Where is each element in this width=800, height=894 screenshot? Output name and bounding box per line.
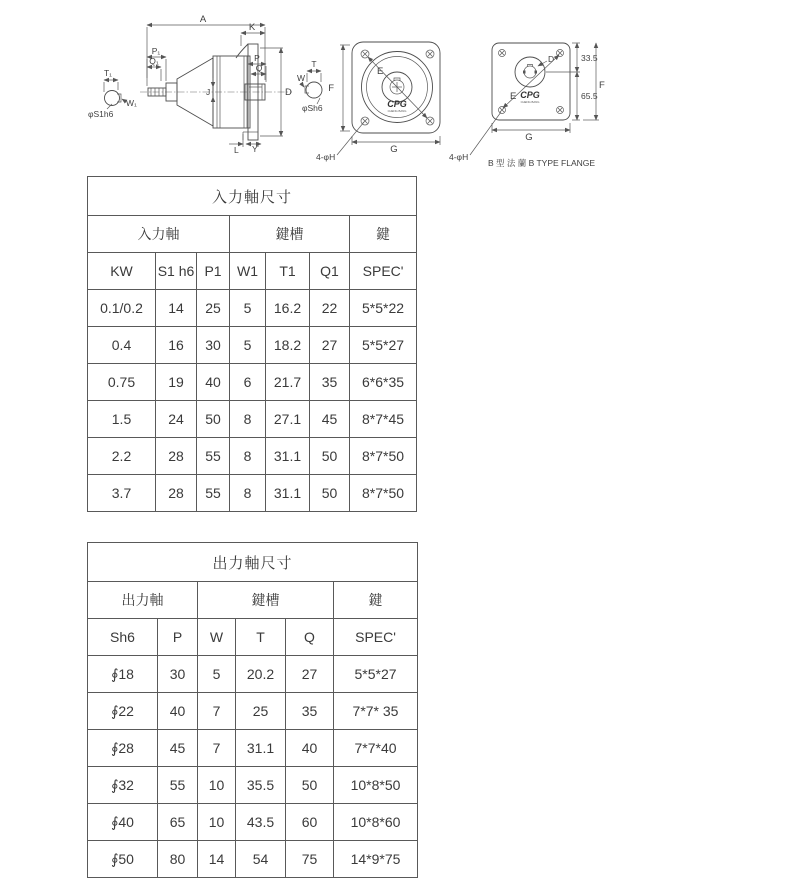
dim-label-e-front: E bbox=[377, 66, 384, 77]
table-cell: ∮40 bbox=[88, 804, 158, 841]
input-shaft-section bbox=[88, 68, 137, 119]
holes-label-b: 4-φH bbox=[449, 152, 469, 162]
column-header: KW bbox=[88, 253, 156, 290]
table-row bbox=[88, 656, 418, 693]
table-title: 入力軸尺寸 bbox=[88, 177, 417, 216]
table-cell: 10*8*50 bbox=[334, 767, 418, 804]
dim-label-e-b: E bbox=[510, 91, 517, 102]
column-header: Q1 bbox=[310, 253, 350, 290]
dim-label-l: L bbox=[234, 145, 239, 155]
table-title: 出力軸尺寸 bbox=[88, 543, 418, 582]
table-cell: 31.1 bbox=[266, 438, 310, 475]
table-cell: 27 bbox=[286, 656, 334, 693]
cpg-logo-b: CPG bbox=[520, 90, 540, 100]
table-cell: 22 bbox=[310, 290, 350, 327]
dim-label-t: T bbox=[311, 59, 317, 69]
column-header: T1 bbox=[266, 253, 310, 290]
cpg-logo: CPG bbox=[387, 99, 407, 109]
dim-label-p1: P₁ bbox=[151, 46, 161, 56]
column-header: P1 bbox=[197, 253, 230, 290]
table-cell: 18.2 bbox=[266, 327, 310, 364]
table-cell: 30 bbox=[158, 656, 198, 693]
dim-label-f-b: F bbox=[599, 80, 605, 91]
table-cell: 5 bbox=[230, 290, 266, 327]
table-cell: 16.2 bbox=[266, 290, 310, 327]
table-row bbox=[88, 401, 417, 438]
group-header: 入力軸 bbox=[88, 216, 230, 253]
table-row bbox=[88, 804, 418, 841]
b-bore-circle bbox=[524, 66, 536, 78]
table-cell: 8 bbox=[230, 438, 266, 475]
table-title-row bbox=[88, 177, 417, 216]
table-cell: 35.5 bbox=[236, 767, 286, 804]
table-cell: 45 bbox=[158, 730, 198, 767]
table-cell: 5*5*27 bbox=[334, 656, 418, 693]
table-cell: 14*9*75 bbox=[334, 841, 418, 878]
column-header: T bbox=[236, 619, 286, 656]
table-cell: 40 bbox=[197, 364, 230, 401]
table-cell: 50 bbox=[310, 475, 350, 512]
table-row bbox=[88, 290, 417, 327]
table-cell: 55 bbox=[158, 767, 198, 804]
column-header: W1 bbox=[230, 253, 266, 290]
flange-outline bbox=[352, 42, 440, 133]
output-shaft-table bbox=[87, 542, 418, 878]
column-header: SPEC' bbox=[334, 619, 418, 656]
table-cell: ∮28 bbox=[88, 730, 158, 767]
table-cell: ∮18 bbox=[88, 656, 158, 693]
table-cell: 8*7*50 bbox=[350, 438, 417, 475]
table-cell: 10 bbox=[198, 804, 236, 841]
table-cell: 35 bbox=[310, 364, 350, 401]
table-cell: 7 bbox=[198, 730, 236, 767]
cpg-logo-b-subtext: CHENG BANG bbox=[520, 100, 540, 104]
table-cell: 6 bbox=[230, 364, 266, 401]
dim-label-t1: T₁ bbox=[103, 68, 113, 78]
column-header: SPEC' bbox=[350, 253, 417, 290]
column-header: Sh6 bbox=[88, 619, 158, 656]
table-cell: 1.5 bbox=[88, 401, 156, 438]
table-cell: 28 bbox=[156, 438, 197, 475]
table-row bbox=[88, 364, 417, 401]
table-cell: 14 bbox=[198, 841, 236, 878]
group-header-row bbox=[88, 582, 418, 619]
table-cell: 7 bbox=[198, 693, 236, 730]
table-cell: 50 bbox=[286, 767, 334, 804]
table-cell: 0.75 bbox=[88, 364, 156, 401]
side-view bbox=[88, 14, 323, 155]
table-cell: 25 bbox=[197, 290, 230, 327]
table-cell: 2.2 bbox=[88, 438, 156, 475]
dim-label-j: J bbox=[206, 87, 211, 97]
table-cell: 65 bbox=[158, 804, 198, 841]
table-row bbox=[88, 767, 418, 804]
dim-label-d-b: D bbox=[548, 54, 555, 64]
dim-label-q: Q bbox=[255, 63, 263, 73]
table-row bbox=[88, 475, 417, 512]
table-cell: 50 bbox=[310, 438, 350, 475]
dim-label-g-front: G bbox=[390, 144, 398, 155]
table-cell: 30 bbox=[197, 327, 230, 364]
front-flange-view bbox=[316, 42, 440, 162]
table-cell: 55 bbox=[197, 475, 230, 512]
dim-label-d: D bbox=[285, 87, 292, 98]
dim-label-a: A bbox=[199, 14, 207, 25]
table-cell: 54 bbox=[236, 841, 286, 878]
table-cell: 27.1 bbox=[266, 401, 310, 438]
table-cell: 75 bbox=[286, 841, 334, 878]
table-cell: 6*6*35 bbox=[350, 364, 417, 401]
table-cell: 40 bbox=[158, 693, 198, 730]
holes-label-front: 4-φH bbox=[316, 152, 336, 162]
table-cell: 55 bbox=[197, 438, 230, 475]
dim-label-k: K bbox=[248, 22, 256, 33]
column-header: W bbox=[198, 619, 236, 656]
column-header: S1 h6 bbox=[156, 253, 197, 290]
table-cell: 5*5*22 bbox=[350, 290, 417, 327]
table-cell: 50 bbox=[197, 401, 230, 438]
table-cell: 24 bbox=[156, 401, 197, 438]
table-cell: ∮50 bbox=[88, 841, 158, 878]
group-header-row bbox=[88, 216, 417, 253]
table-cell: 31.1 bbox=[236, 730, 286, 767]
table-cell: 3.7 bbox=[88, 475, 156, 512]
dim-label-g-b: G bbox=[525, 132, 533, 143]
column-header-row bbox=[88, 253, 417, 290]
table-cell: 7*7*40 bbox=[334, 730, 418, 767]
cpg-logo-subtext: CHENG BANG bbox=[387, 109, 407, 113]
table-cell: 5*5*27 bbox=[350, 327, 417, 364]
table-cell: ∮22 bbox=[88, 693, 158, 730]
table-row bbox=[88, 841, 418, 878]
table-cell: 7*7* 35 bbox=[334, 693, 418, 730]
b-flange-caption: B 型 法 蘭 B TYPE FLANGE bbox=[488, 158, 596, 168]
input-shaft-table bbox=[87, 176, 417, 512]
table-cell: 10*8*60 bbox=[334, 804, 418, 841]
dim-label-w1: W₁ bbox=[126, 98, 137, 108]
group-header: 出力軸 bbox=[88, 582, 198, 619]
table-row bbox=[88, 693, 418, 730]
table-cell: 8*7*45 bbox=[350, 401, 417, 438]
group-header: 鍵 bbox=[350, 216, 417, 253]
table-cell: 8 bbox=[230, 475, 266, 512]
table-cell: 31.1 bbox=[266, 475, 310, 512]
shaft-in-label: φS1h6 bbox=[88, 109, 114, 119]
table-title-row bbox=[88, 543, 418, 582]
table-cell: 27 bbox=[310, 327, 350, 364]
table-cell: 19 bbox=[156, 364, 197, 401]
table-row bbox=[88, 438, 417, 475]
output-shaft-section bbox=[297, 59, 323, 113]
table-cell: 10 bbox=[198, 767, 236, 804]
table-cell: 5 bbox=[198, 656, 236, 693]
group-header: 鍵 bbox=[334, 582, 418, 619]
dim-label-y: Y bbox=[252, 144, 258, 154]
table-cell: 14 bbox=[156, 290, 197, 327]
table-cell: 28 bbox=[156, 475, 197, 512]
dim-label-q1: Q₁ bbox=[149, 56, 159, 66]
table-cell: 45 bbox=[310, 401, 350, 438]
group-header: 鍵槽 bbox=[230, 216, 350, 253]
table-cell: 8*7*50 bbox=[350, 475, 417, 512]
shaft-out-label: φSh6 bbox=[302, 103, 323, 113]
dim-label-f-front: F bbox=[328, 83, 334, 94]
table-cell: 40 bbox=[286, 730, 334, 767]
table-cell: 20.2 bbox=[236, 656, 286, 693]
column-header-row bbox=[88, 619, 418, 656]
table-cell: 80 bbox=[158, 841, 198, 878]
table-cell: 43.5 bbox=[236, 804, 286, 841]
table-cell: 35 bbox=[286, 693, 334, 730]
dim-label-p: P bbox=[254, 53, 260, 63]
group-header: 鍵槽 bbox=[198, 582, 334, 619]
b-flange-view bbox=[449, 43, 605, 168]
table-cell: 25 bbox=[236, 693, 286, 730]
table-row bbox=[88, 327, 417, 364]
table-cell: ∮32 bbox=[88, 767, 158, 804]
table-cell: 21.7 bbox=[266, 364, 310, 401]
table-cell: 16 bbox=[156, 327, 197, 364]
table-cell: 0.1/0.2 bbox=[88, 290, 156, 327]
dim-label-w: W bbox=[297, 73, 306, 83]
column-header: P bbox=[158, 619, 198, 656]
table-cell: 5 bbox=[230, 327, 266, 364]
table-cell: 0.4 bbox=[88, 327, 156, 364]
dim-label-335: 33.5 bbox=[581, 53, 598, 63]
table-row bbox=[88, 730, 418, 767]
column-header: Q bbox=[286, 619, 334, 656]
table-cell: 8 bbox=[230, 401, 266, 438]
gearmotor-dimension-drawing bbox=[0, 0, 800, 172]
dim-label-655: 65.5 bbox=[581, 91, 598, 101]
table-cell: 60 bbox=[286, 804, 334, 841]
